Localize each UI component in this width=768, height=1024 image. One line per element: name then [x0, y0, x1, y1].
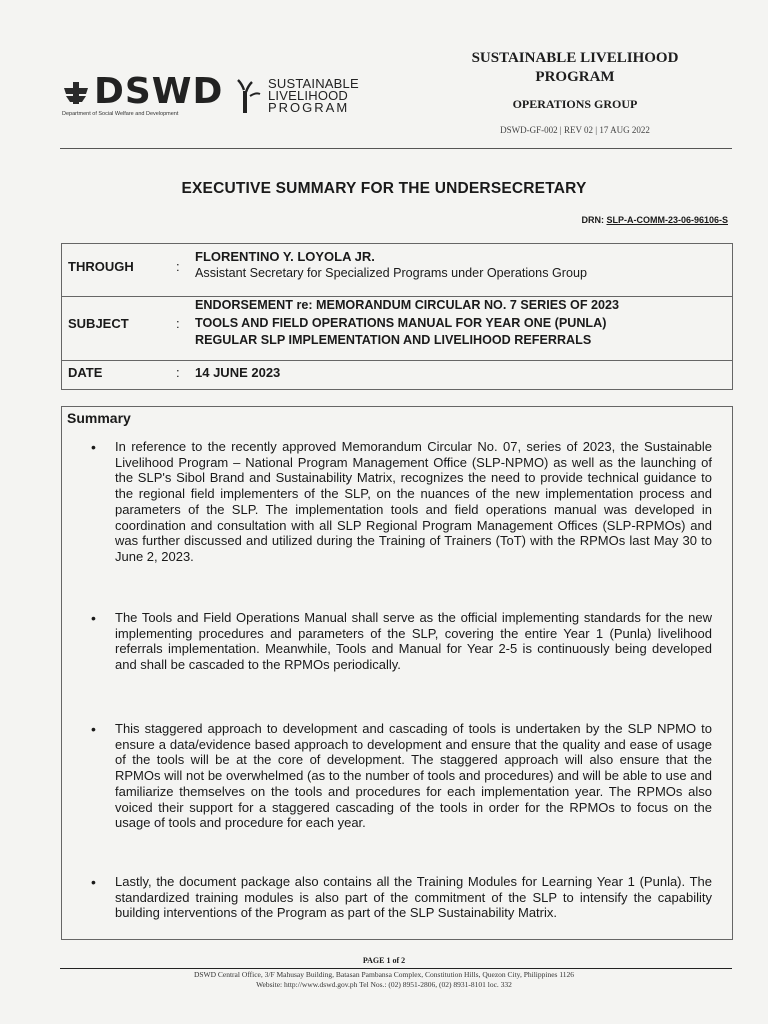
drn — [581, 215, 728, 225]
slp-logo-line-2: LIVELIHOOD — [268, 88, 349, 103]
bullet-icon: • — [91, 439, 96, 455]
page-title: EXECUTIVE SUMMARY FOR THE UNDERSECRETARY — [181, 180, 587, 197]
through-label: THROUGH — [68, 259, 134, 274]
subject-label: SUBJECT — [68, 316, 129, 331]
program-title-line-1: SUSTAINABLE LIVELIHOOD — [471, 50, 679, 66]
summary-heading: Summary — [67, 410, 131, 426]
bullet-icon: • — [91, 610, 96, 626]
document-code: DSWD-GF-002 | REV 02 | 17 AUG 2022 — [500, 125, 650, 135]
subject-line-3: REGULAR SLP IMPLEMENTATION AND LIVELIHOOD REFERRALS — [195, 333, 592, 347]
summary-paragraph-2: The Tools and Field Operations Manual shall serve as the official implementing standards for the new implementing procedures and parameters of the SLP, covering the entire Year 1 (Punla) livelihood referrals implementation. Meanwhile, Tools and Manual for Year 2-5 is continuously being developed and shall be cascaded to the RPMOs periodically. — [115, 610, 712, 673]
header-divider — [60, 148, 732, 149]
slp-logo-line-1: SUSTAINABLE — [268, 76, 359, 91]
drn-value: SLP-A-COMM-23-06-96106-S — [606, 215, 728, 225]
slp-logo-icon — [232, 78, 264, 114]
program-title-line-2: PROGRAM — [535, 69, 615, 85]
through-name: FLORENTINO Y. LOYOLA JR. — [195, 249, 375, 264]
dswd-seal-icon — [62, 80, 90, 106]
through-colon: : — [176, 259, 180, 274]
drn-label: DRN: — [581, 215, 604, 225]
subject-line-2: TOOLS AND FIELD OPERATIONS MANUAL FOR YEAR ONE (PUNLA) — [195, 316, 607, 330]
table-row-divider — [61, 360, 733, 361]
bullet-icon: • — [91, 874, 96, 890]
page-number: PAGE 1 of 2 — [362, 956, 406, 965]
summary-paragraph-4: Lastly, the document package also contains all the Training Modules for Learning Year 1 (Punla). The standardized training modules is also part of the commitment of the SLP to intensify the capability building interventions of the Program as part of the SLP Sustainability Matrix. — [115, 874, 712, 921]
dswd-logo-subtitle: Department of Social Welfare and Development — [62, 111, 179, 117]
footer-divider — [60, 968, 732, 969]
date-label: DATE — [68, 365, 103, 380]
date-colon: : — [176, 365, 180, 380]
summary-paragraph-3: This staggered approach to development and cascading of tools is undertaken by the SLP NPMO to ensure a data/evidence based approach to development and ensure that the quality and ease of usage of the tools will be at the core of development. The staggered approach will also ensure that the RPMOs will not be overwhelmed (as to the number of tools and procedures) and will be able to use and familiarize themselves on the tools and procedures for each implementation year. The RPMOs also voiced their support for a staggered cascading of the tools in order for the RPMOs to focus on the usage of tools and procedure for each year. — [115, 721, 712, 831]
date-value: 14 JUNE 2023 — [195, 365, 281, 380]
summary-paragraph-1: In reference to the recently approved Memorandum Circular No. 07, series of 2023, the Sustainable Livelihood Program – National Program Management Office (SLP-NPMO) as well as the launching of the SLP's Sibol Brand and Sustainability Matrix, recognizes the need to provide technical guidance to the regional field implementers of the SLP, on the nuances of the new implementation process and parameters of the SLP. The implementation tools and field operations manual was developed in coordination and consultation with all SLP Regional Program Management Offices (SLP-RPMOs) and was further discussed and utilized during the Training of Trainers (ToT) with the RPMOs last May 30 to June 2, 2023. — [115, 439, 712, 564]
footer-address: DSWD Central Office, 3/F Mahusay Building, Batasan Pambansa Complex, Constitution Hills, Quezon City, Philippines 1126 — [193, 970, 575, 979]
through-position: Assistant Secretary for Specialized Programs under Operations Group — [195, 266, 587, 280]
dswd-logo-text: DSWD — [94, 71, 224, 112]
slp-logo-line-3: PROGRAM — [268, 100, 350, 115]
footer-contact: Website: http://www.dswd.gov.ph Tel Nos.: (02) 8951-2806, (02) 8931-8101 loc. 332 — [256, 980, 512, 989]
subject-colon: : — [176, 316, 180, 331]
subject-line-1: ENDORSEMENT re: MEMORANDUM CIRCULAR NO. 7 SERIES OF 2023 — [195, 298, 620, 312]
bullet-icon: • — [91, 721, 96, 737]
operations-group: OPERATIONS GROUP — [512, 97, 638, 111]
